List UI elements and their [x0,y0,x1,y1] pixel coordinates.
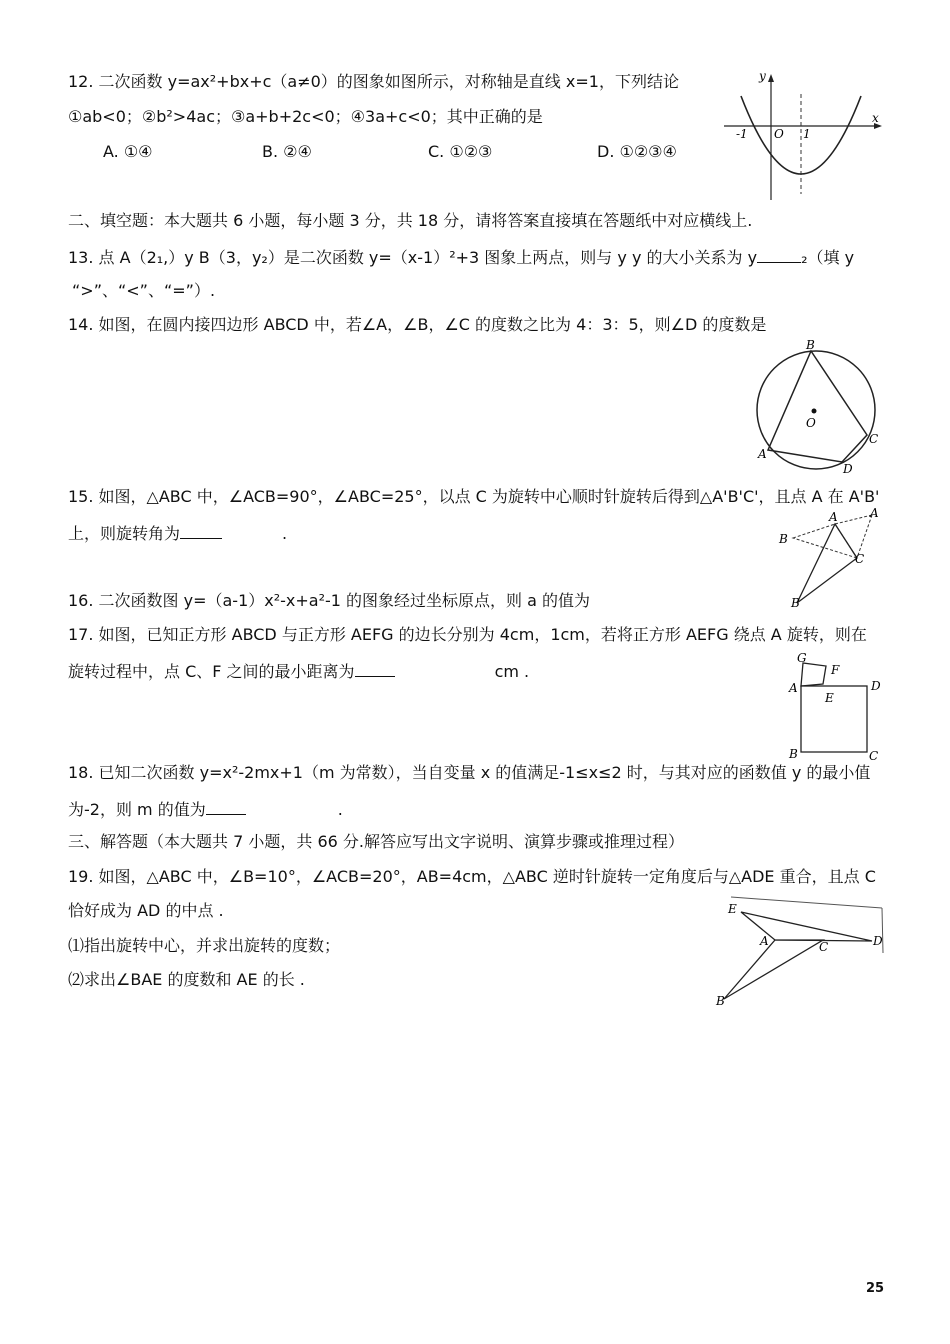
q17-square-aefg [801,663,826,686]
q17-line2-text: 旋转过程中，点 C、F 之间的最小距离为 [68,662,355,681]
q14-center-point [812,409,817,414]
q14-circle-figure [750,338,890,478]
q12-label-one: 1 [803,127,811,141]
q19-line1: 19. 如图，△ABC 中，∠B=10°，∠ACB=20°，AB=4cm，△ABC 逆时针旋转一定角度后与△ADE 重合，且点 C [68,867,876,886]
section3-heading: 三、解答题（本大题共 7 小题，共 66 分.解答应写出文字说明、演算步骤或推理过程） [68,832,684,851]
q12-label-minus1: -1 [736,127,748,141]
q17-label-a: A [789,681,798,695]
q19-label-a: A [760,934,769,948]
q19-triangle-abc [724,940,823,999]
q12-label-y: y [759,69,766,83]
q15-line2-tail: . [282,524,288,543]
q17-line2-tail: cm . [494,662,530,681]
q14-quadrilateral [768,351,867,462]
q15-label-a1: A [829,510,838,524]
q18-line2-tail: . [337,800,343,819]
q12-option-b: B. ②④ [262,142,312,161]
q15-line2 [68,522,287,544]
q18-line2-text: 为-2，则 m 的值为 [68,800,206,819]
q19-top-border [731,897,882,908]
q19-label-c: C [819,940,829,954]
q12-line1: 12. 二次函数 y=ax²+bx+c（a≠0）的图象如图所示，对称轴是直线 x=1，下列结论 [68,72,679,91]
q17-label-d: D [871,679,881,693]
q12-option-c: C. ①②③ [428,142,493,161]
q13-line1-text: 13. 点 A（2₁,）y B（3，y₂）是二次函数 y=（x-1）²+3 图象上两点，则与 y y 的大小关系为 y [68,248,758,267]
q17-squares-figure [785,648,895,764]
q15-label-b1: B [779,532,788,546]
q13-line1-tail: ₂（填 y [801,248,855,267]
q13-blank [757,246,801,263]
q12-parabola-curve [741,96,861,174]
q15-label-b2: B [791,596,800,610]
q14-label-a: A [758,447,767,461]
q15-label-a2: A [870,506,879,520]
q18-line2 [68,798,343,820]
q14-line1: 14. 如图，在圆内接四边形 ABCD 中，若∠A，∠B，∠C 的度数之比为 4：3：5，则∠D 的度数是 [68,315,767,334]
q15-triangle-rotated [797,524,857,603]
q12-option-d: D. ①②③④ [597,142,677,161]
q17-label-b: B [789,747,798,761]
q17-square-abcd [801,686,867,752]
q15-triangle-original [793,524,857,558]
q15-label-c: C [855,552,865,566]
q12-line2: ①ab<0；②b²>4ac；③a+b+2c<0；④3a+c<0；其中正确的是 [68,107,543,126]
q14-label-o: O [806,416,816,430]
q14-label-c: C [869,432,879,446]
q17-line1: 17. 如图，已知正方形 ABCD 与正方形 AEFG 的边长分别为 4cm，1cm，若将正方形 AEFG 绕点 A 旋转，则在 [68,625,867,644]
q14-label-b: B [806,338,815,352]
q13-line1 [68,246,854,268]
q18-line1: 18. 已知二次函数 y=x²-2mx+1（m 为常数），当自变量 x 的值满足-1≤x≤2 时，与其对应的函数值 y 的最小值 [68,763,871,782]
q17-blank [355,660,395,677]
q12-parabola-figure [722,68,888,204]
q15-line1: 15. 如图，△ABC 中，∠ACB=90°，∠ABC=25°，以点 C 为旋转中心顺时针旋转后得到△A'B'C'，且点 A 在 A'B' [68,487,880,506]
q19-part2: ⑵求出∠BAE 的度数和 AE 的长 . [68,970,305,989]
q19-line2: 恰好成为 AD 的中点 . [68,901,224,920]
q12-label-x: x [872,111,879,125]
q19-label-b: B [716,994,725,1008]
q19-part1: ⑴指出旋转中心，并求出旋转的度数； [68,936,341,955]
q15-rotation-figure [775,505,885,613]
q17-line2 [68,660,529,682]
q18-blank [206,798,246,815]
q12-label-origin: O [774,127,784,141]
q15-blank [180,522,222,539]
q17-label-c: C [869,749,879,763]
q19-label-e: E [728,902,737,916]
q15-line2-text: 上，则旋转角为 [68,524,181,543]
q16-line1: 16. 二次函数图 y=（a-1）x²-x+a²-1 的图象经过坐标原点，则 a 的值为 [68,591,591,610]
q14-label-d: D [843,462,853,476]
q19-label-d: D [873,934,883,948]
q19-rotation-figure [712,895,888,1011]
page-number: 25 [866,1281,885,1296]
q17-label-g: G [797,651,807,665]
q13-line2: “>”、“<”、“=”）. [72,281,216,300]
section2-heading: 二、填空题：本大题共 6 小题，每小题 3 分，共 18 分，请将答案直接填在答题纸中对应横线上. [68,211,753,230]
q17-label-f: F [831,663,840,677]
q12-option-a: A. ①④ [103,142,153,161]
q17-label-e: E [825,691,834,705]
